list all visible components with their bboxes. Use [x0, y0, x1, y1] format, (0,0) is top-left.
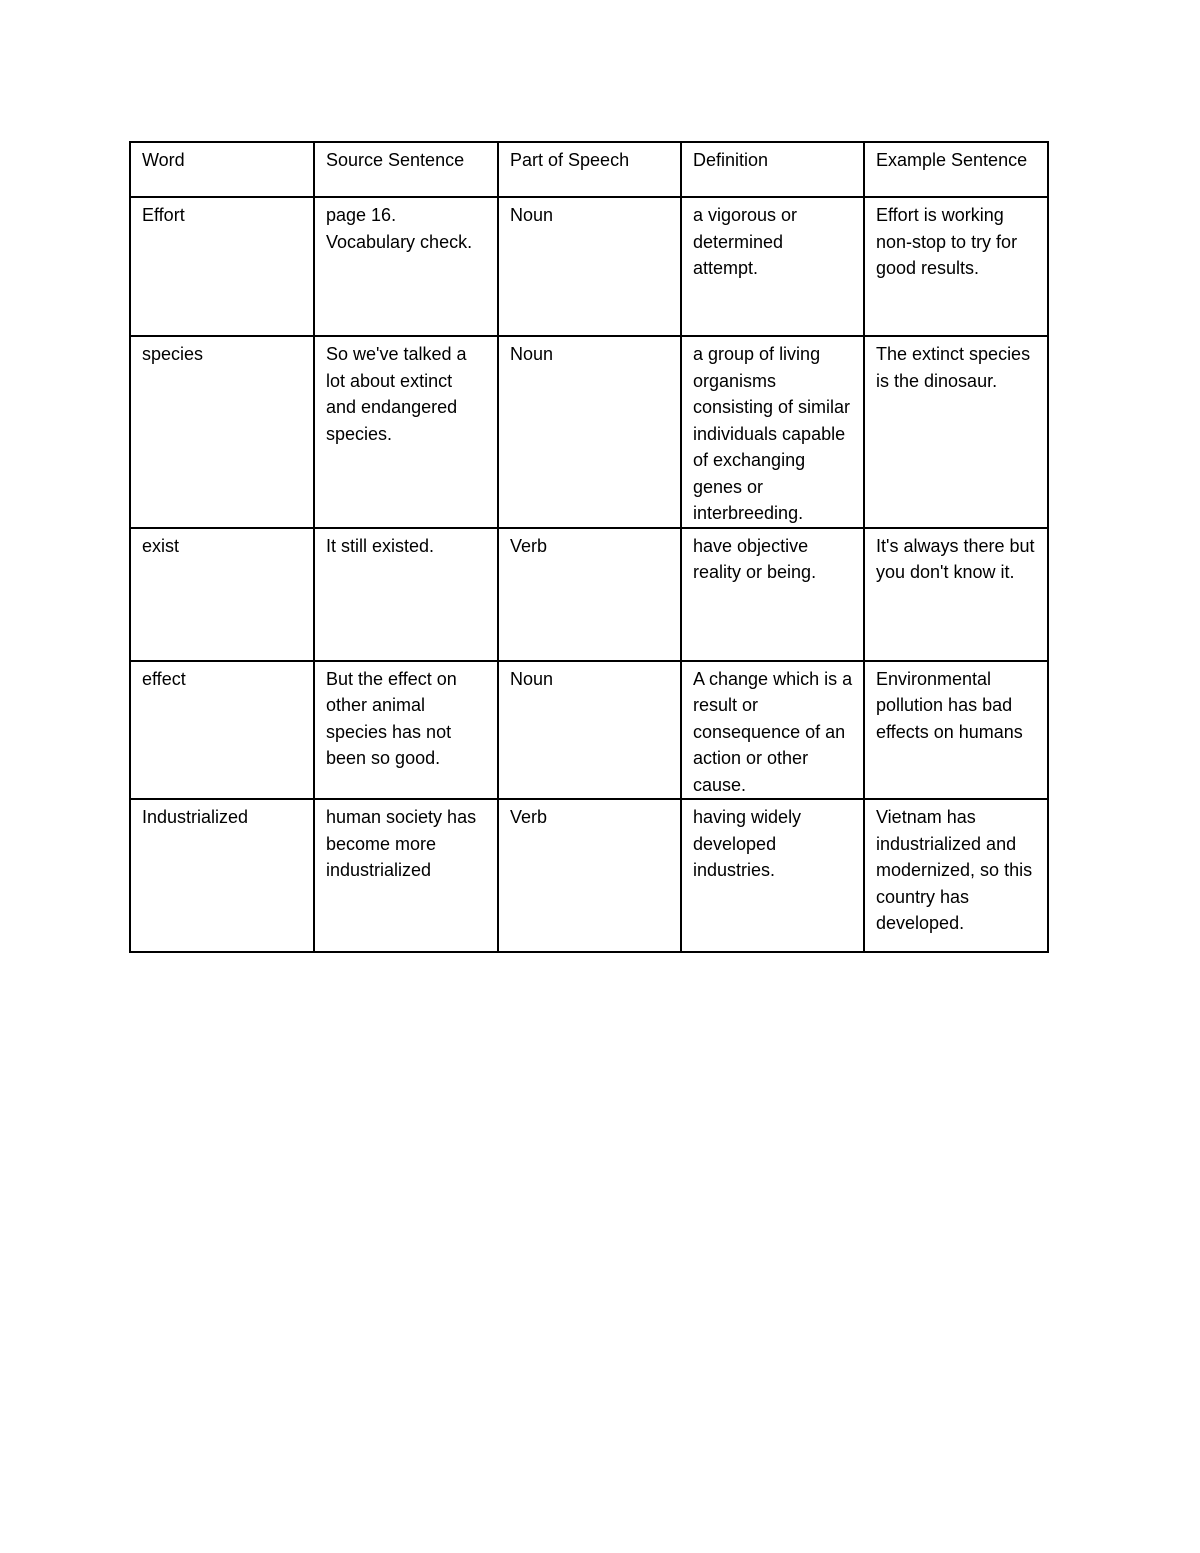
table-header-row — [130, 142, 1048, 197]
cell-word: effect — [130, 661, 314, 800]
cell-word: exist — [130, 528, 314, 661]
cell-source-sentence: It still existed. — [314, 528, 498, 661]
cell-definition: having widely developed industries. — [681, 799, 864, 952]
cell-source-sentence: human society has become more industrialized — [314, 799, 498, 952]
cell-word: Effort — [130, 197, 314, 336]
vocabulary-table — [129, 141, 1049, 953]
cell-part-of-speech: Noun — [498, 336, 681, 528]
cell-source-sentence: But the effect on other animal species has not been so good. — [314, 661, 498, 800]
cell-source-sentence: page 16. Vocabulary check. — [314, 197, 498, 336]
cell-definition: a vigorous or determined attempt. — [681, 197, 864, 336]
cell-definition: A change which is a result or consequence of an action or other cause. — [681, 661, 864, 800]
header-definition: Definition — [681, 142, 864, 197]
table-row — [130, 799, 1048, 952]
cell-word: species — [130, 336, 314, 528]
header-part-of-speech: Part of Speech — [498, 142, 681, 197]
cell-example-sentence: It's always there but you don't know it. — [864, 528, 1048, 661]
cell-part-of-speech: Verb — [498, 528, 681, 661]
table-row — [130, 661, 1048, 800]
header-source-sentence: Source Sentence — [314, 142, 498, 197]
cell-part-of-speech: Noun — [498, 661, 681, 800]
cell-example-sentence: Effort is working non-stop to try for good results. — [864, 197, 1048, 336]
cell-definition: a group of living organisms consisting of similar individuals capable of exchanging genes or interbreeding. — [681, 336, 864, 528]
cell-part-of-speech: Noun — [498, 197, 681, 336]
table-row — [130, 336, 1048, 528]
cell-part-of-speech: Verb — [498, 799, 681, 952]
cell-example-sentence: Environmental pollution has bad effects on humans — [864, 661, 1048, 800]
cell-source-sentence: So we've talked a lot about extinct and endangered species. — [314, 336, 498, 528]
cell-definition: have objective reality or being. — [681, 528, 864, 661]
header-word: Word — [130, 142, 314, 197]
table-row — [130, 528, 1048, 661]
table-row — [130, 197, 1048, 336]
cell-example-sentence: The extinct species is the dinosaur. — [864, 336, 1048, 528]
header-example-sentence: Example Sentence — [864, 142, 1048, 197]
cell-word: Industrialized — [130, 799, 314, 952]
cell-example-sentence: Vietnam has industrialized and modernized, so this country has developed. — [864, 799, 1048, 952]
